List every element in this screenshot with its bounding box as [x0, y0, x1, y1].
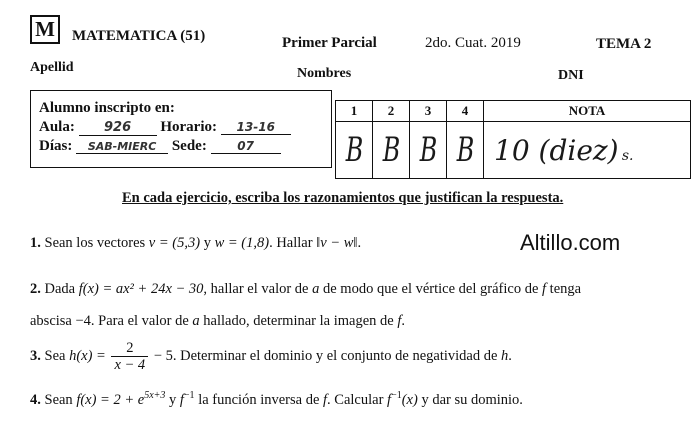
question-3 [30, 340, 512, 373]
grade-header-4: 4 [447, 101, 484, 122]
question-text: tenga [549, 281, 582, 297]
grade-mark-1: B [345, 130, 363, 170]
question-text: Sean [44, 391, 73, 408]
fraction [111, 340, 148, 373]
course-code-box: M [30, 15, 60, 44]
instructions: En cada ejercicio, escriba los razonamientos que justifican la respuesta. [122, 190, 564, 206]
question-2 [30, 281, 581, 298]
dni-label: DNI [558, 68, 584, 83]
function-f: f(x) = ax² + 24x − 30 [78, 281, 204, 297]
question-text: de modo que el vértice del gráfico de [323, 281, 539, 297]
exponent: 5x+3 [144, 390, 166, 401]
variable-f: f [397, 313, 402, 329]
question-text: Sean los vectores [44, 235, 146, 251]
question-text: Dada [44, 281, 76, 297]
fraction-denominator: x − 4 [114, 357, 146, 373]
fraction-numerator: 2 [111, 340, 148, 357]
grade-header-1: 1 [336, 101, 373, 122]
variable-f: f [542, 281, 547, 297]
inverse-exponent: −1 [183, 390, 195, 401]
enrollment-title: Alumno inscripto en: [39, 100, 175, 116]
question-text: y dar su dominio. [421, 391, 523, 408]
question-2-line-2 [30, 313, 405, 330]
grade-header-2: 2 [373, 101, 410, 122]
norm-expression: ‖v − w‖ [316, 235, 358, 251]
vector-w: w = (1,8) [214, 235, 270, 251]
question-text: hallado, determinar la imagen de [203, 313, 394, 329]
horario-value: 13-16 [221, 120, 291, 135]
watermark: Altillo.com [520, 230, 621, 255]
question-text: , hallar el valor de [203, 281, 309, 297]
inverse-function: f [179, 391, 184, 408]
horario-label: Horario: [160, 119, 217, 135]
grade-mark-3: B [419, 130, 437, 170]
nota-handwritten: 10 (diez) [494, 133, 619, 167]
inverse-function: f [387, 391, 392, 408]
signature-mark: s. [621, 147, 634, 164]
grade-cell-3 [410, 122, 447, 179]
question-text: abscisa −4. Para el valor de [30, 313, 189, 329]
question-text: y [203, 235, 211, 251]
variable-a: a [312, 281, 320, 297]
function-h: h(x) = [69, 347, 106, 364]
question-text: . Calcular [327, 391, 384, 408]
sede-label: Sede: [171, 138, 207, 154]
function-f: f(x) = 2 + e [76, 391, 145, 408]
question-number: 3. [30, 347, 41, 364]
exam-term: 2do. Cuat. 2019 [425, 35, 521, 51]
grade-cell-2 [373, 122, 410, 179]
question-text: . Determinar el dominio y el conjunto de negatividad de [172, 347, 498, 364]
question-text: . [357, 235, 362, 251]
question-text: la función inversa de [198, 391, 320, 408]
function-argument: (x) [401, 391, 418, 408]
question-number: 4. [30, 391, 41, 408]
question-text: . [508, 347, 512, 364]
dias-value: SAB-MIERC [76, 140, 168, 154]
question-text: Sea [44, 347, 66, 364]
grade-cell-4 [447, 122, 484, 179]
vector-v: v = (5,3) [148, 235, 201, 251]
question-number: 2. [30, 281, 41, 297]
dias-row [39, 138, 281, 155]
grade-mark-2: B [382, 130, 400, 170]
aula-label: Aula: [39, 119, 75, 135]
grade-header-nota: NOTA [484, 101, 691, 122]
inverse-exponent: −1 [391, 390, 402, 401]
aula-value: 926 [79, 120, 157, 136]
question-4 [30, 390, 523, 409]
grade-cell-nota [484, 122, 691, 179]
question-text: . Hallar [269, 235, 313, 251]
aula-row [39, 119, 291, 136]
grade-header-3: 3 [410, 101, 447, 122]
question-1 [30, 235, 361, 252]
sede-value: 07 [211, 139, 281, 154]
student-enrollment-box [30, 90, 332, 168]
variable-f: f [323, 391, 328, 408]
exam-topic: TEMA 2 [596, 36, 652, 52]
variable-h: h [501, 347, 509, 364]
dias-label: Días: [39, 138, 73, 154]
nombres-label: Nombres [297, 66, 352, 81]
course-title: MATEMATICA (51) [72, 28, 206, 44]
question-text: y [169, 391, 177, 408]
exam-title: Primer Parcial [282, 35, 377, 51]
variable-a: a [192, 313, 200, 329]
grade-cell-1 [336, 122, 373, 179]
question-number: 1. [30, 235, 41, 251]
grades-table [335, 100, 691, 179]
function-tail: − 5 [153, 347, 173, 364]
question-text: . [401, 313, 405, 329]
apellido-label: Apellid [30, 60, 74, 75]
grade-mark-4: B [456, 130, 474, 170]
